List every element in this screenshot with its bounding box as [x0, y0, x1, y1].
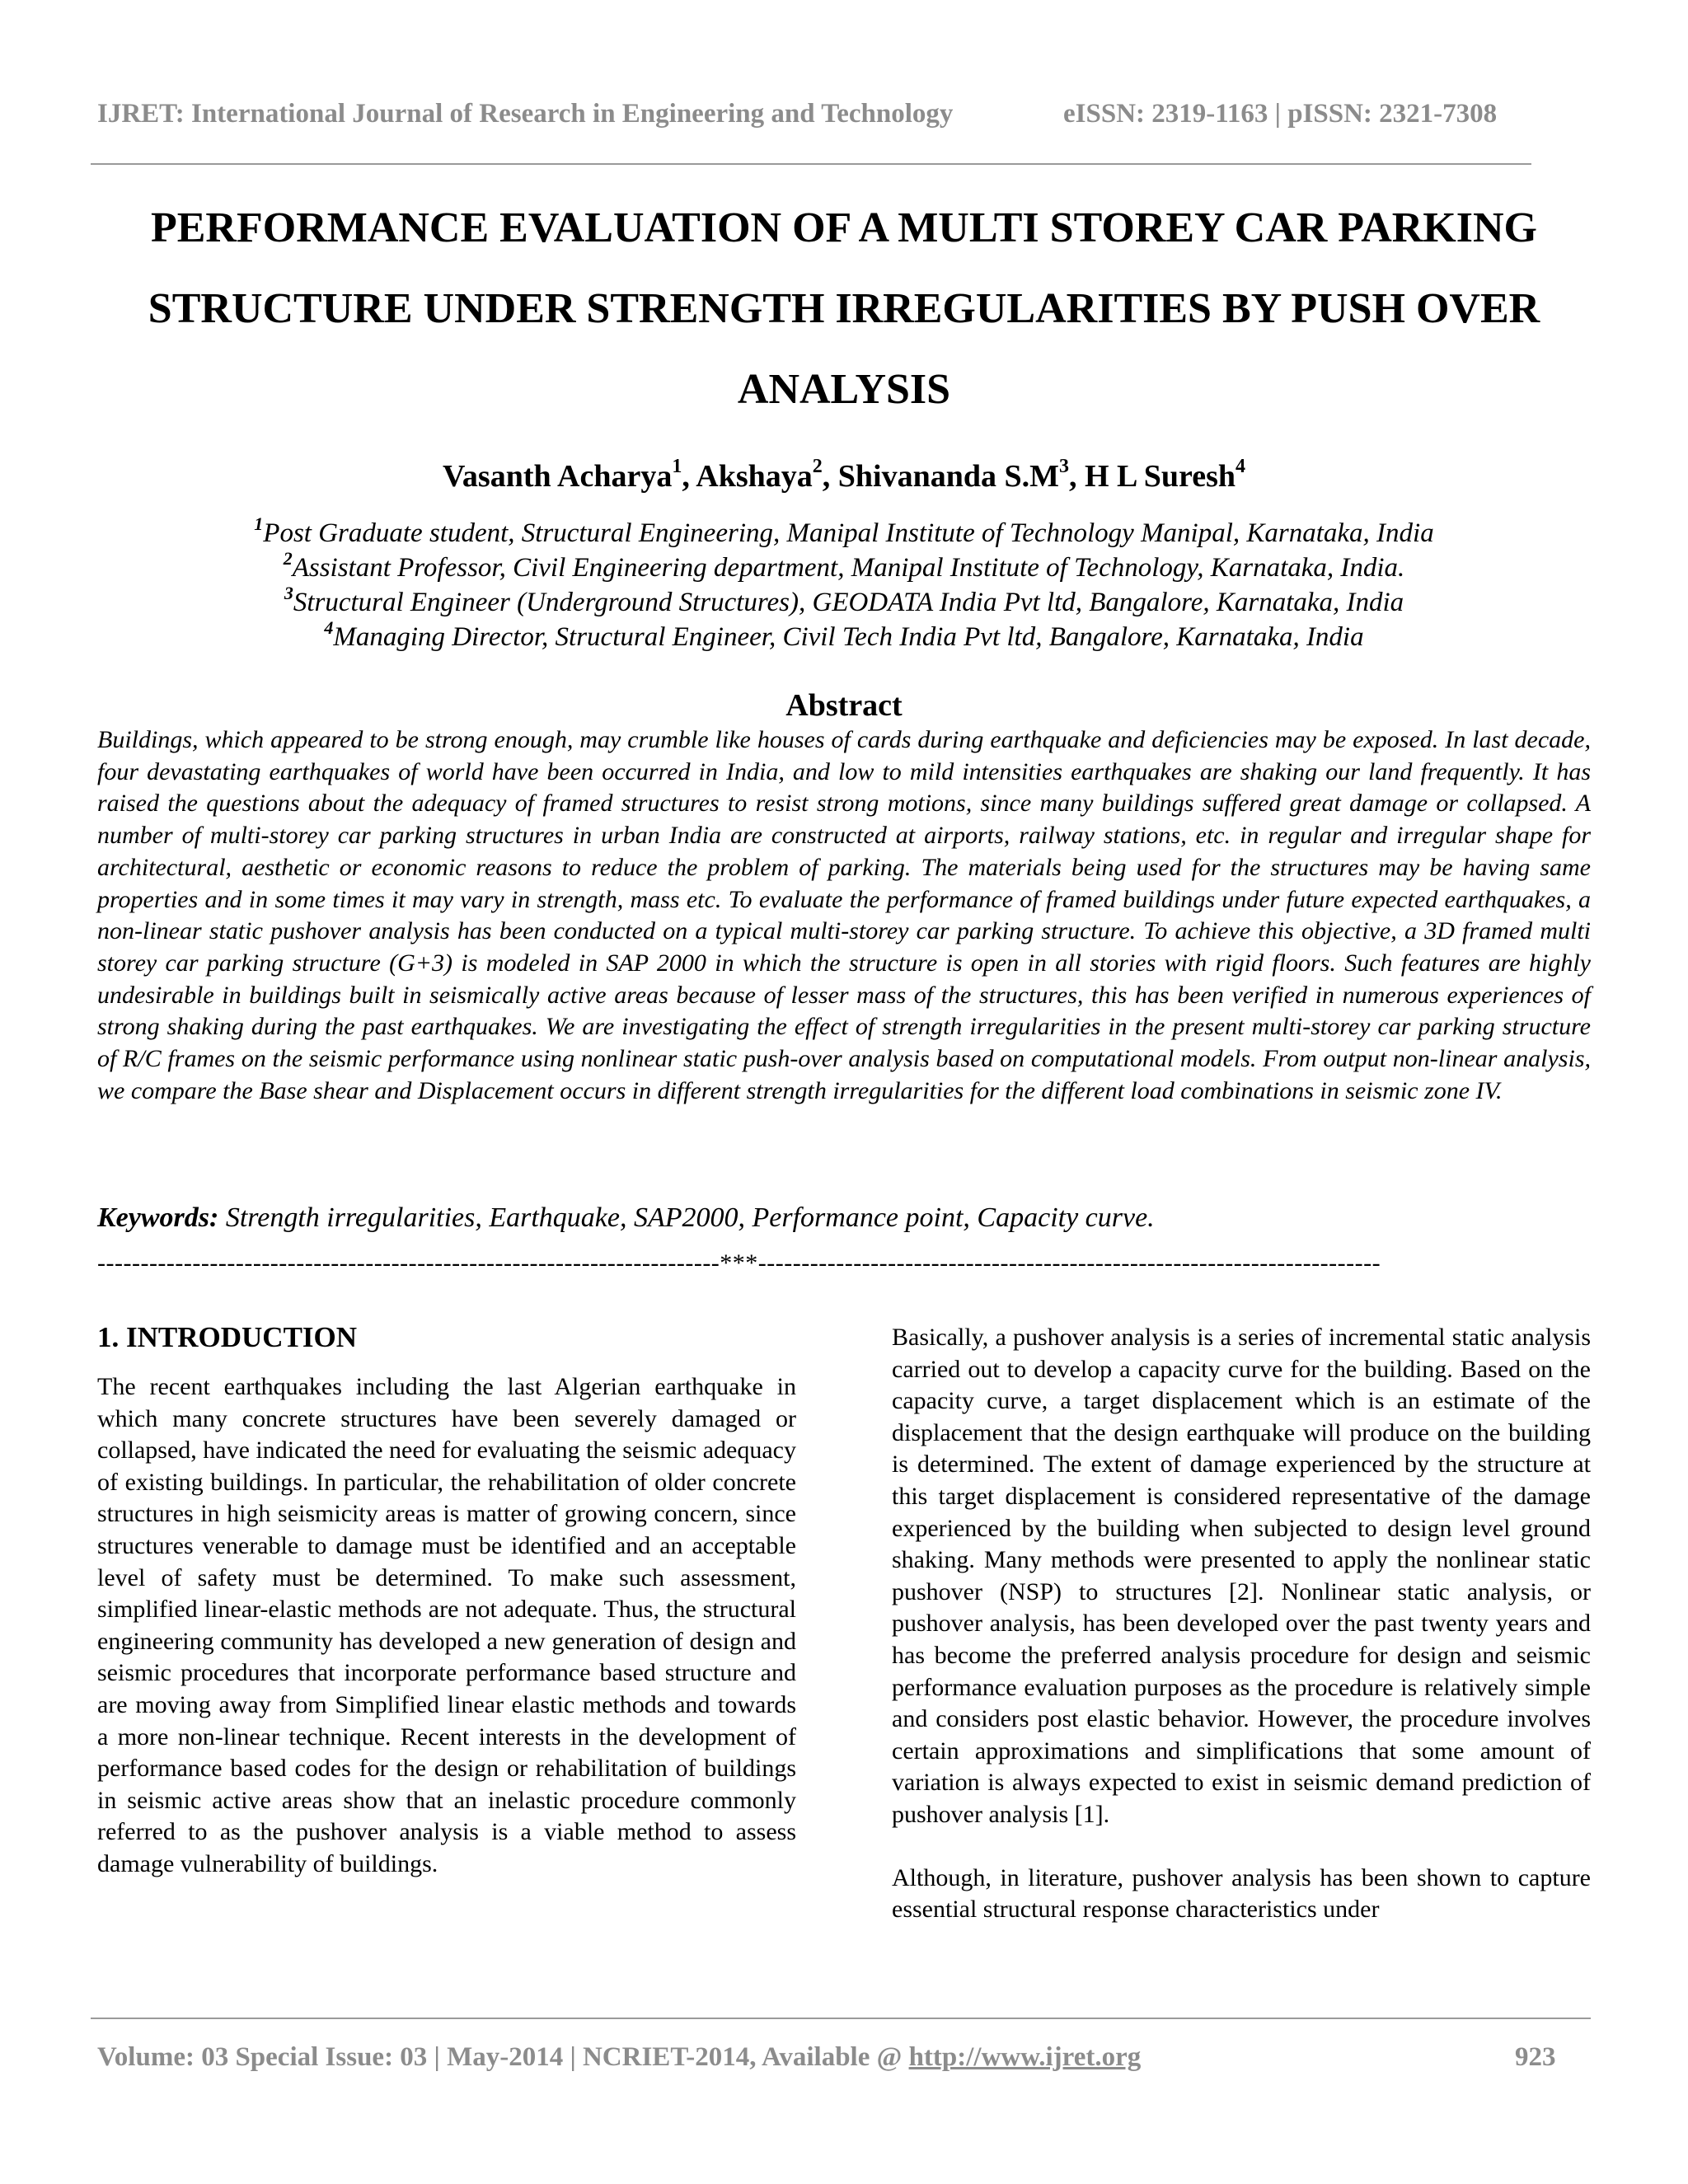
author-list: Vasanth Acharya$^1$, Akshaya$^2$, Shivananda $S.M^3$, H L Suresh$^4$ — [442, 456, 1246, 494]
journal-issn: eISSN: 2319-1163 | pISSN: 2321-7308 — [1063, 99, 1498, 129]
affiliation-sup: 2 — [283, 548, 293, 569]
journal-link[interactable]: http://www.ijret.org — [908, 2042, 1142, 2072]
affiliation-sup: 1 — [254, 513, 264, 534]
section-divider: ------------------------------------------------------------------------***------------------------------------------------------------------------ — [97, 1249, 1381, 1277]
body-paragraph: Basically, a pushover analysis is a series of incremental static analysis carried out to develop a capacity curve for the building. Based on the capacity curve, a target displacement which is an estimate of the displacement that the design earthquake will produce on the building is determined. The extent of damage experienced by the structure at this target displacement is considered representative of the damage experienced by the building when subjected to design level ground shaking. Many methods were presented to apply the nonlinear static pushover (NSP) to structures [2]. Nonlinear static analysis, or pushover analysis, has been developed over the past twenty years and has become the preferred analysis procedure for design and seismic performance evaluation purposes as the procedure is relatively simple and considers post elastic behavior. However, the procedure involves certain approximations and simplifications that some amount of variation is always expected to exist in seismic demand prediction of pushover analysis [1]. — [892, 1324, 1591, 1828]
affiliation — [0, 585, 1688, 620]
section-heading: 1. INTRODUCTION — [97, 1321, 358, 1353]
left-column — [97, 1319, 796, 1881]
author-name: Vasanth Acharya — [442, 459, 673, 494]
author-sup: 1 — [672, 456, 682, 477]
keywords-text: Strength irregularities, Earthquake, SAP2000, Performance point, Capacity curve. — [225, 1202, 1155, 1233]
page-number: 923 — [1515, 2042, 1556, 2072]
paper-title: PERFORMANCE EVALUATION OF A MULTI STOREY CAR PARKING STRUCTURE UNDER STRENGTH IRREGULARITIES BY PUSH OVER ANALYSIS — [148, 204, 1540, 413]
header-rule — [91, 163, 1531, 165]
affiliations — [0, 513, 1688, 654]
affiliation — [0, 513, 1688, 551]
footer-text: Volume: 03 Special Issue: 03 | May-2014 | NCRIET-2014, Available @ — [97, 2042, 909, 2072]
affiliation-text: Assistant Professor, Civil Engineering department, Manipal Institute of Technology, Karnataka, India. — [292, 553, 1405, 583]
affiliation-text: Managing Director, Structural Engineer, Civil Tech India Pvt ltd, Bangalore, Karnataka, India — [333, 622, 1364, 652]
author-sup: 2 — [812, 456, 823, 477]
footer-citation — [97, 2042, 1141, 2073]
abstract-heading: Abstract — [785, 688, 903, 723]
keywords — [97, 1200, 1591, 1236]
author-name: Akshaya — [696, 459, 813, 494]
affiliation — [0, 617, 1688, 654]
footer-rule — [91, 2018, 1591, 2019]
affiliation-sup: 3 — [284, 583, 293, 603]
affiliation — [0, 548, 1688, 585]
keywords-label: Keywords: — [97, 1202, 219, 1233]
journal-name: IJRET: International Journal of Research in Engineering and Technology — [97, 99, 954, 129]
author-sup: 4 — [1236, 456, 1246, 477]
affiliation-text: Post Graduate student, Structural Engineering, Manipal Institute of Technology Manipal, Karnataka, India — [263, 518, 1434, 548]
intro-paragraph: The recent earthquakes including the last Algerian earthquake in which many concrete structures have been severely damaged or collapsed, have indicated the need for evaluating the seismic adequacy of existing buildings. In particular, the rehabilitation of older concrete structures in high seismicity areas is matter of growing concern, since structures venerable to damage must be identified and an acceptable level of safety must be determined. To make such assessment, simplified linear-elastic methods are not adequate. Thus, the structural engineering community has developed a new generation of design and seismic procedures that incorporate performance based structure and are moving away from Simplified linear elastic methods and towards a more non-linear technique. Recent interests in the development of performance based codes for the design or rehabilitation of buildings in seismic active areas show that an inelastic procedure commonly referred to as the pushover analysis is a viable method to assess damage vulnerability of buildings. — [97, 1373, 796, 1877]
author-name: H L Suresh — [1084, 459, 1236, 494]
author-sup: 3 — [1058, 456, 1069, 477]
right-column — [892, 1322, 1591, 1926]
affiliation-sup: 4 — [324, 617, 334, 638]
abstract-text: Buildings, which appeared to be strong enough, may crumble like houses of cards during earthquake and deficiencies may be exposed. In last decade, four devastating earthquakes of world have been occurred in India, and low to mild intensities earthquakes are shaking our land frequently. It has raised the questions about the adequacy of framed structures to resist strong motions, since many buildings suffered great damage or collapsed. A number of multi-storey car parking structures in urban India are constructed at airports, railway stations, etc. in regular and irregular shape for architectural, aesthetic or economic reasons to reduce the problem of parking. The materials being used for the structures may be having same properties and in some times it may vary in strength, mass etc. To evaluate the performance of framed buildings under future expected earthquakes, a non-linear static pushover analysis has been conducted on a typical multi-storey car parking structure. To achieve this objective, a 3D framed multi storey car parking structure (G+3) is modeled in SAP 2000 in which the structure is open in all stories with rigid floors. Such features are highly undesirable in buildings built in seismically active areas because of lesser mass of the structures, this has been verified in numerous experiences of strong shaking during the past earthquakes. We are investigating the effect of strength irregularities in the present multi-storey car parking structure of R/C frames on the seismic performance using nonlinear static push-over analysis based on computational models. From output non-linear analysis, we compare the Base shear and Displacement occurs in different strength irregularities for the different load combinations in seismic zone IV. — [97, 726, 1591, 1104]
author-name: Shivananda S.M — [837, 459, 1059, 494]
affiliation-text: Structural Engineer (Underground Structures), GEODATA India Pvt ltd, Bangalore, Karnataka, India — [293, 588, 1404, 617]
body-paragraph: Although, in literature, pushover analysis has been shown to capture essential structural response characteristics under — [892, 1863, 1591, 1924]
